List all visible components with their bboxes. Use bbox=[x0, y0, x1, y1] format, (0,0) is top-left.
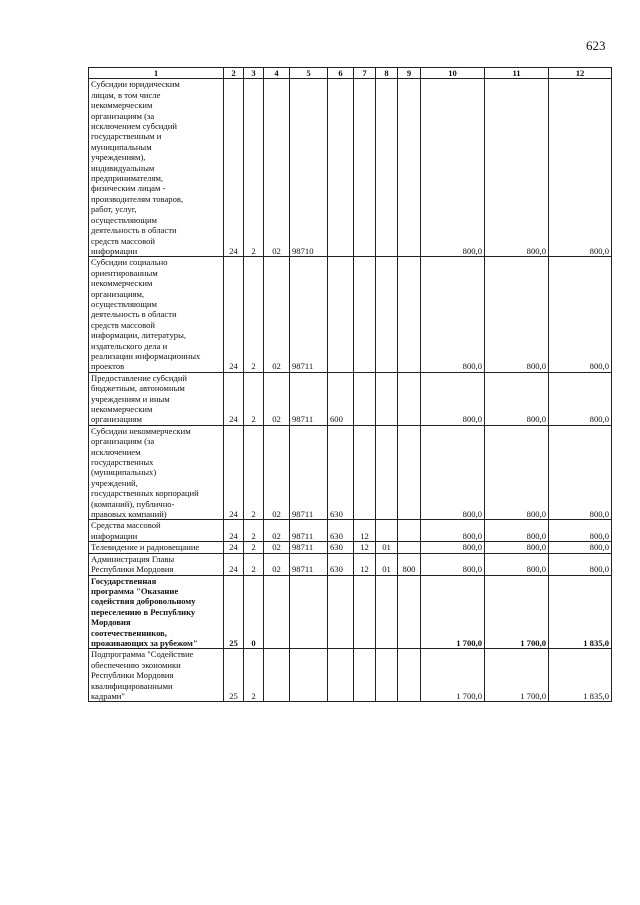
cell-col-8 bbox=[376, 649, 398, 702]
column-header: 9 bbox=[398, 68, 421, 79]
row-name: Средства массовой информации bbox=[89, 520, 224, 542]
row-name: Администрация Главы Республики Мордовия bbox=[89, 553, 224, 575]
cell-col-7 bbox=[354, 79, 376, 257]
table-row bbox=[89, 79, 612, 257]
cell-col-6 bbox=[328, 575, 354, 649]
cell-col-7: 12 bbox=[354, 520, 376, 542]
table-row bbox=[89, 575, 612, 649]
cell-col-9 bbox=[398, 372, 421, 425]
cell-col-3: 2 bbox=[244, 520, 264, 542]
cell-col-6: 630 bbox=[328, 553, 354, 575]
cell-col-8: 01 bbox=[376, 542, 398, 553]
column-header: 8 bbox=[376, 68, 398, 79]
cell-col-7: 12 bbox=[354, 553, 376, 575]
cell-col-11: 800,0 bbox=[485, 425, 549, 520]
cell-col-3: 2 bbox=[244, 553, 264, 575]
budget-table bbox=[88, 67, 612, 702]
cell-col-2: 24 bbox=[224, 79, 244, 257]
table-row bbox=[89, 542, 612, 553]
cell-col-6 bbox=[328, 649, 354, 702]
column-header: 2 bbox=[224, 68, 244, 79]
cell-col-12: 800,0 bbox=[549, 257, 612, 372]
cell-col-9 bbox=[398, 542, 421, 553]
cell-col-8: 01 bbox=[376, 553, 398, 575]
cell-col-2: 24 bbox=[224, 425, 244, 520]
cell-col-4: 02 bbox=[264, 372, 290, 425]
column-header: 4 bbox=[264, 68, 290, 79]
cell-col-4: 02 bbox=[264, 425, 290, 520]
cell-col-2: 24 bbox=[224, 257, 244, 372]
cell-col-4: 02 bbox=[264, 542, 290, 553]
cell-col-7 bbox=[354, 425, 376, 520]
table-row bbox=[89, 257, 612, 372]
cell-col-5: 98710 bbox=[290, 79, 328, 257]
cell-col-4: 02 bbox=[264, 520, 290, 542]
cell-col-6: 600 bbox=[328, 372, 354, 425]
cell-col-10: 800,0 bbox=[421, 257, 485, 372]
cell-col-5: 98711 bbox=[290, 425, 328, 520]
cell-col-3: 2 bbox=[244, 425, 264, 520]
cell-col-10: 800,0 bbox=[421, 542, 485, 553]
cell-col-7 bbox=[354, 649, 376, 702]
cell-col-3: 2 bbox=[244, 257, 264, 372]
cell-col-7 bbox=[354, 575, 376, 649]
column-header: 6 bbox=[328, 68, 354, 79]
cell-col-5: 98711 bbox=[290, 553, 328, 575]
table-row bbox=[89, 372, 612, 425]
cell-col-6: 630 bbox=[328, 520, 354, 542]
cell-col-6 bbox=[328, 79, 354, 257]
cell-col-3: 2 bbox=[244, 372, 264, 425]
cell-col-8 bbox=[376, 372, 398, 425]
cell-col-12: 800,0 bbox=[549, 520, 612, 542]
cell-col-10: 800,0 bbox=[421, 372, 485, 425]
table-body bbox=[89, 79, 612, 702]
cell-col-12: 800,0 bbox=[549, 425, 612, 520]
cell-col-7 bbox=[354, 257, 376, 372]
cell-col-11: 800,0 bbox=[485, 542, 549, 553]
column-header: 5 bbox=[290, 68, 328, 79]
cell-col-9: 800 bbox=[398, 553, 421, 575]
cell-col-6: 630 bbox=[328, 425, 354, 520]
cell-col-4: 02 bbox=[264, 257, 290, 372]
row-name: Субсидии социально ориентированным некоммерческим организациям, осуществляющим деятельность в области средств массовой информации, литературы, издательского дела и реализации информационных проектов bbox=[89, 257, 224, 372]
cell-col-3: 2 bbox=[244, 542, 264, 553]
cell-col-5 bbox=[290, 575, 328, 649]
row-name: Субсидии юридическим лицам, в том числе некоммерческим организациям (за исключением субсидий государственным и муниципальным учреждениям), индивидуальным предпринимателям, физическим лицам - производителям товаров, работ, услуг, осуществляющим деятельность в области средств массовой информации bbox=[89, 79, 224, 257]
cell-col-3: 0 bbox=[244, 575, 264, 649]
cell-col-10: 800,0 bbox=[421, 79, 485, 257]
cell-col-12: 800,0 bbox=[549, 553, 612, 575]
cell-col-11: 800,0 bbox=[485, 372, 549, 425]
cell-col-8 bbox=[376, 257, 398, 372]
cell-col-4 bbox=[264, 649, 290, 702]
cell-col-2: 24 bbox=[224, 520, 244, 542]
cell-col-12: 800,0 bbox=[549, 542, 612, 553]
column-header: 12 bbox=[549, 68, 612, 79]
cell-col-2: 24 bbox=[224, 542, 244, 553]
cell-col-11: 800,0 bbox=[485, 520, 549, 542]
cell-col-4: 02 bbox=[264, 79, 290, 257]
row-name: Предоставление субсидий бюджетным, автономным учреждениям и иным некоммерческим организациям bbox=[89, 372, 224, 425]
cell-col-4 bbox=[264, 575, 290, 649]
cell-col-8 bbox=[376, 79, 398, 257]
table-header-row bbox=[89, 68, 612, 79]
cell-col-12: 800,0 bbox=[549, 79, 612, 257]
column-header: 3 bbox=[244, 68, 264, 79]
row-name: Телевидение и радиовещание bbox=[89, 542, 224, 553]
cell-col-3: 2 bbox=[244, 79, 264, 257]
table-row bbox=[89, 425, 612, 520]
cell-col-11: 800,0 bbox=[485, 553, 549, 575]
cell-col-12: 1 835,0 bbox=[549, 649, 612, 702]
cell-col-10: 800,0 bbox=[421, 553, 485, 575]
cell-col-12: 1 835,0 bbox=[549, 575, 612, 649]
cell-col-5: 98711 bbox=[290, 542, 328, 553]
table-row bbox=[89, 520, 612, 542]
cell-col-10: 800,0 bbox=[421, 425, 485, 520]
row-name: Государственная программа "Оказание содействия добровольному переселению в Республику Мордовия соотечественников, проживающих за рубежом" bbox=[89, 575, 224, 649]
cell-col-12: 800,0 bbox=[549, 372, 612, 425]
cell-col-10: 1 700,0 bbox=[421, 575, 485, 649]
cell-col-9 bbox=[398, 79, 421, 257]
table-row bbox=[89, 649, 612, 702]
cell-col-5 bbox=[290, 649, 328, 702]
cell-col-6 bbox=[328, 257, 354, 372]
cell-col-7: 12 bbox=[354, 542, 376, 553]
cell-col-5: 98711 bbox=[290, 520, 328, 542]
cell-col-7 bbox=[354, 372, 376, 425]
cell-col-11: 1 700,0 bbox=[485, 649, 549, 702]
cell-col-8 bbox=[376, 575, 398, 649]
cell-col-8 bbox=[376, 520, 398, 542]
column-header: 11 bbox=[485, 68, 549, 79]
cell-col-11: 800,0 bbox=[485, 257, 549, 372]
cell-col-9 bbox=[398, 425, 421, 520]
cell-col-2: 24 bbox=[224, 553, 244, 575]
cell-col-2: 25 bbox=[224, 649, 244, 702]
cell-col-6: 630 bbox=[328, 542, 354, 553]
cell-col-11: 1 700,0 bbox=[485, 575, 549, 649]
table-row bbox=[89, 553, 612, 575]
cell-col-5: 98711 bbox=[290, 257, 328, 372]
page-number: 623 bbox=[586, 38, 606, 53]
row-name: Субсидии некоммерческим организациям (за исключением государственных (муниципальных) учреждений, государственных корпораций (компаний), публично- правовых компаний) bbox=[89, 425, 224, 520]
cell-col-8 bbox=[376, 425, 398, 520]
column-header: 1 bbox=[89, 68, 224, 79]
cell-col-11: 800,0 bbox=[485, 79, 549, 257]
row-name: Подпрограмма "Содействие обеспечению экономики Республики Мордовия квалифицированными кадрами" bbox=[89, 649, 224, 702]
cell-col-9 bbox=[398, 257, 421, 372]
cell-col-9 bbox=[398, 520, 421, 542]
cell-col-5: 98711 bbox=[290, 372, 328, 425]
column-header: 7 bbox=[354, 68, 376, 79]
cell-col-4: 02 bbox=[264, 553, 290, 575]
cell-col-3: 2 bbox=[244, 649, 264, 702]
cell-col-9 bbox=[398, 575, 421, 649]
cell-col-2: 24 bbox=[224, 372, 244, 425]
cell-col-10: 1 700,0 bbox=[421, 649, 485, 702]
cell-col-9 bbox=[398, 649, 421, 702]
column-header: 10 bbox=[421, 68, 485, 79]
cell-col-2: 25 bbox=[224, 575, 244, 649]
cell-col-10: 800,0 bbox=[421, 520, 485, 542]
